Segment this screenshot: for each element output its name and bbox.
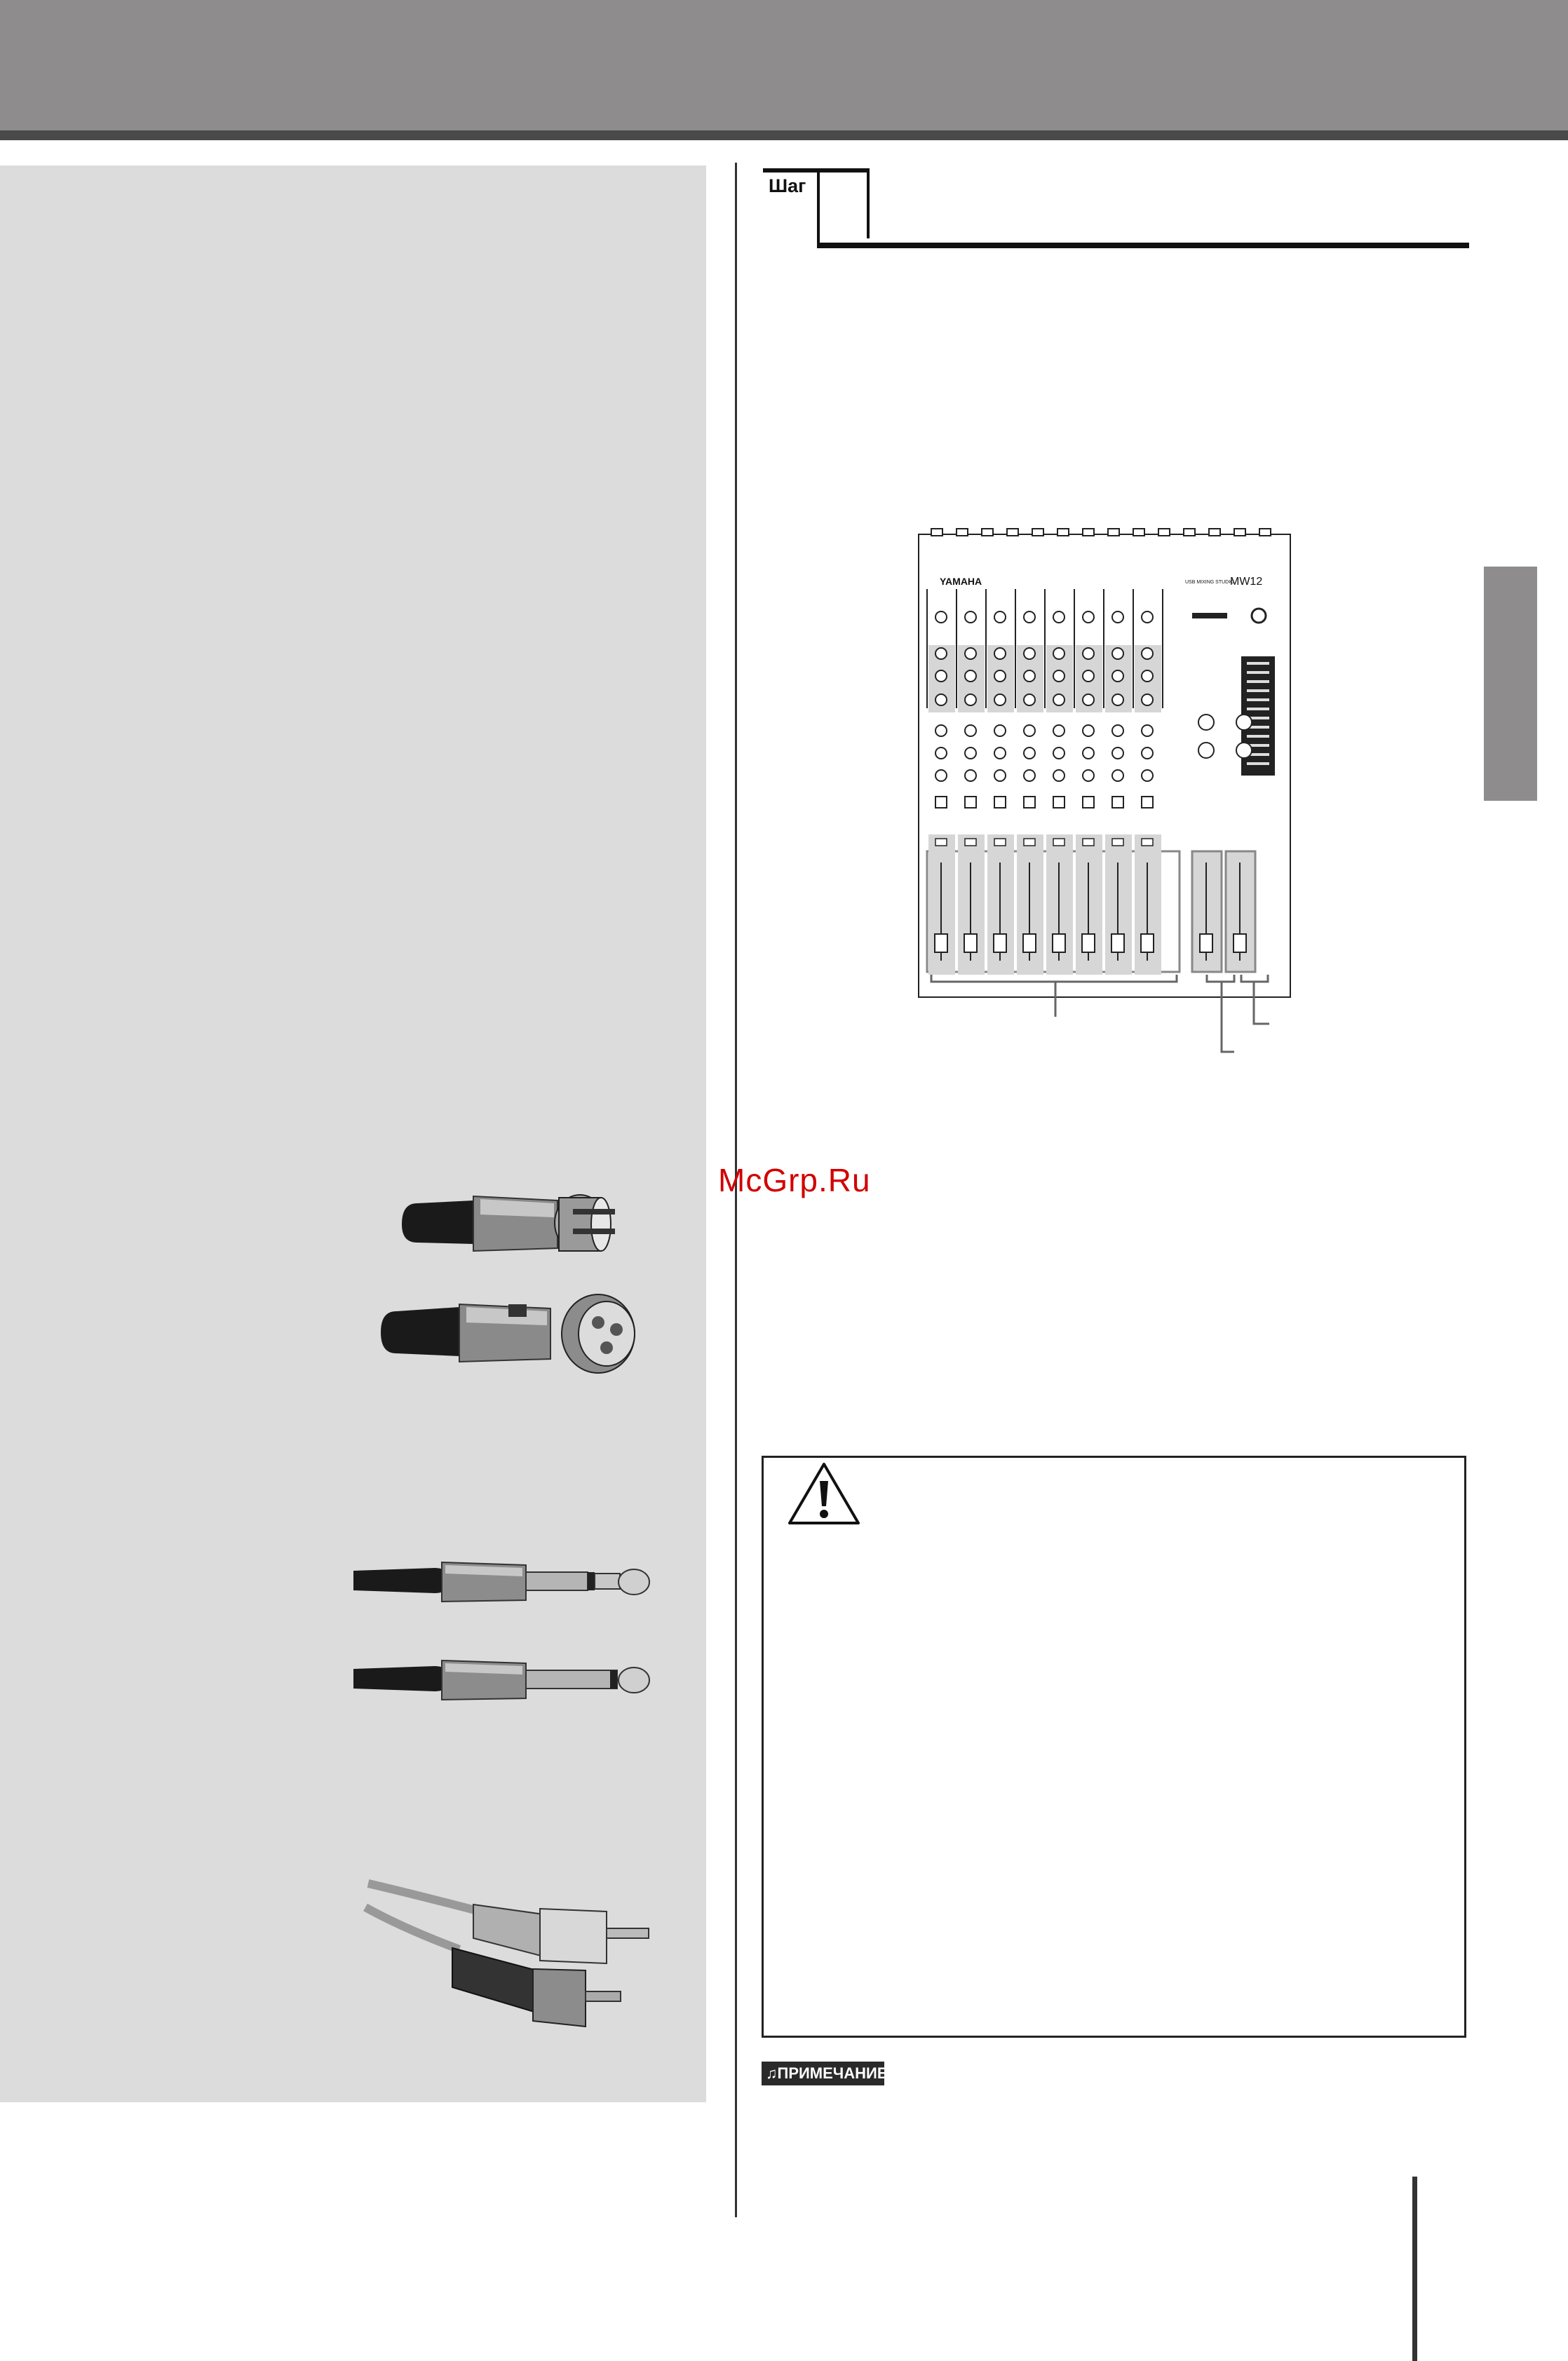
- usb-stripe: [1192, 613, 1227, 618]
- music-note-icon: ♫: [766, 2064, 778, 2082]
- top-jack: [1083, 529, 1094, 536]
- channel-knob: [994, 611, 1006, 623]
- channel-knob: [1024, 747, 1035, 759]
- page-number-bar: [1412, 2177, 1417, 2361]
- step-box-right: [867, 172, 870, 238]
- warning-triangle-icon: [785, 1460, 863, 1527]
- meter-segment: [1247, 671, 1269, 674]
- ts-phone-plug-icon: [351, 1627, 666, 1732]
- channel-knob: [994, 747, 1006, 759]
- connector-panel: [0, 165, 706, 2102]
- master-knob: [1198, 743, 1214, 758]
- top-jack: [1259, 529, 1271, 536]
- meter-segment: [1247, 708, 1269, 710]
- channel-button: [1142, 797, 1153, 808]
- channel-knob: [1053, 725, 1065, 736]
- channel-knob: [1053, 648, 1065, 659]
- channel-knob: [965, 670, 976, 682]
- master-knob: [1236, 743, 1252, 758]
- channel-knob: [1142, 770, 1153, 781]
- top-jack: [931, 529, 942, 536]
- channel-knob: [1112, 770, 1123, 781]
- top-jack: [1007, 529, 1018, 536]
- mixer-illustration: [912, 519, 1304, 1066]
- section-side-tab: [1484, 567, 1537, 801]
- channel-knob: [994, 770, 1006, 781]
- fader-knob: [1111, 934, 1124, 952]
- xlr-female-plug-icon: [375, 1276, 642, 1388]
- channel-knob: [935, 611, 947, 623]
- meter-segment: [1247, 680, 1269, 683]
- fader-knob: [964, 934, 977, 952]
- channel-knob: [935, 770, 947, 781]
- on-button: [1112, 839, 1123, 846]
- meter-segment: [1247, 662, 1269, 665]
- channel-button: [1024, 797, 1035, 808]
- channel-knob: [1142, 694, 1153, 705]
- channel-button: [1083, 797, 1094, 808]
- channel-knob: [965, 747, 976, 759]
- channel-knob: [1112, 670, 1123, 682]
- on-button: [1142, 839, 1153, 846]
- mixer-model: MW12: [1230, 576, 1263, 588]
- channel-knob: [1053, 747, 1065, 759]
- step-box-left: [817, 172, 820, 248]
- channel-knob: [965, 770, 976, 781]
- top-jack: [1158, 529, 1170, 536]
- channel-knob: [994, 648, 1006, 659]
- channel-button: [1053, 797, 1065, 808]
- channel-knob: [1024, 648, 1035, 659]
- channel-knob: [1142, 747, 1153, 759]
- rca-pin-plug-pair-icon: [354, 1865, 684, 2069]
- top-jack: [1057, 529, 1069, 536]
- channel-knob: [1053, 694, 1065, 705]
- step-heading-rule: [817, 243, 1469, 248]
- fader-knob: [1053, 934, 1065, 952]
- channel-knob: [1024, 694, 1035, 705]
- meter-segment: [1247, 735, 1269, 738]
- phones-jack: [1252, 609, 1266, 623]
- channel-knob: [1142, 725, 1153, 736]
- xlr-male-plug-icon: [396, 1175, 642, 1280]
- caution-box: [762, 1456, 1466, 2038]
- mixer-model-caption: USB MIXING STUDIO: [1185, 580, 1234, 585]
- channel-knob: [965, 648, 976, 659]
- on-button: [1024, 839, 1035, 846]
- channel-knob: [1112, 611, 1123, 623]
- top-jack: [1234, 529, 1245, 536]
- master-knob: [1236, 715, 1252, 730]
- step-box-top: [763, 168, 870, 172]
- top-jack: [1184, 529, 1195, 536]
- watermark: McGrp.Ru: [718, 1162, 871, 1198]
- channel-button: [935, 797, 947, 808]
- channel-knob: [1112, 747, 1123, 759]
- channel-knob: [1112, 648, 1123, 659]
- channel-knob: [1083, 694, 1094, 705]
- on-button: [1053, 839, 1065, 846]
- channel-knob: [935, 694, 947, 705]
- channel-knob: [935, 670, 947, 682]
- channel-knob: [1053, 611, 1065, 623]
- channel-knob: [1053, 670, 1065, 682]
- channel-knob: [1024, 725, 1035, 736]
- channel-knob: [1024, 611, 1035, 623]
- step-label: Шаг: [769, 175, 806, 196]
- stereo-fader-callout: [1241, 975, 1269, 1024]
- meter-segment: [1247, 689, 1269, 692]
- channel-knob: [994, 694, 1006, 705]
- meter-segment: [1247, 698, 1269, 701]
- top-jack: [982, 529, 993, 536]
- on-button: [1083, 839, 1094, 846]
- channel-button: [994, 797, 1006, 808]
- meter-segment: [1247, 762, 1269, 765]
- channel-knob: [965, 725, 976, 736]
- top-jack: [1108, 529, 1119, 536]
- on-button: [994, 839, 1006, 846]
- channel-knob: [1112, 694, 1123, 705]
- top-jack: [1032, 529, 1043, 536]
- trs-phone-plug-icon: [351, 1529, 666, 1634]
- top-jack: [1133, 529, 1144, 536]
- on-button: [965, 839, 976, 846]
- channel-button: [1112, 797, 1123, 808]
- header-band: [0, 0, 1568, 130]
- header-underline: [0, 130, 1568, 140]
- channel-knob: [935, 648, 947, 659]
- channel-knob: [935, 747, 947, 759]
- channel-knob: [1024, 770, 1035, 781]
- channel-knob: [1083, 611, 1094, 623]
- note-badge: [762, 2062, 888, 2085]
- channel-knob: [1053, 770, 1065, 781]
- top-jack: [957, 529, 968, 536]
- fader-knob: [1234, 934, 1246, 952]
- channel-knob: [1142, 611, 1153, 623]
- fader-knob: [1023, 934, 1036, 952]
- channel-knob: [965, 611, 976, 623]
- channel-knob: [1112, 725, 1123, 736]
- channel-knob: [1083, 747, 1094, 759]
- channel-knob: [1083, 770, 1094, 781]
- top-jack: [1209, 529, 1220, 536]
- channel-knob: [935, 725, 947, 736]
- channel-knob: [1142, 648, 1153, 659]
- fader-knob: [1141, 934, 1154, 952]
- channel-button: [965, 797, 976, 808]
- channel-knob: [965, 694, 976, 705]
- fader-knob: [994, 934, 1006, 952]
- channel-knob: [1083, 648, 1094, 659]
- on-button: [935, 839, 947, 846]
- master-knob: [1198, 715, 1214, 730]
- fader-knob: [1082, 934, 1095, 952]
- fader-knob: [1200, 934, 1212, 952]
- channel-knob: [994, 725, 1006, 736]
- channel-knob: [1024, 670, 1035, 682]
- channel-knob: [1142, 670, 1153, 682]
- channel-knob: [1083, 725, 1094, 736]
- mixer-brand: YAMAHA: [940, 576, 982, 587]
- note-label: ПРИМЕЧАНИЕ: [777, 2064, 888, 2082]
- channel-knob: [1083, 670, 1094, 682]
- channel-knob: [994, 670, 1006, 682]
- fader-knob: [935, 934, 947, 952]
